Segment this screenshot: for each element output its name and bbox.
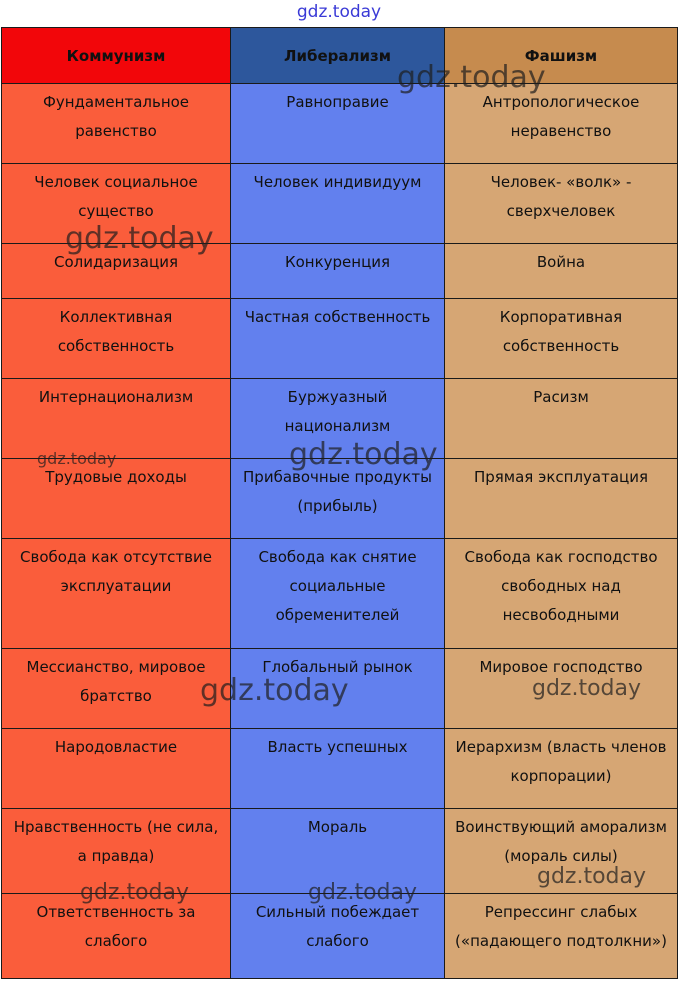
cell-fascism: Человек- «волк» - сверхчеловек [445,164,678,244]
cell-communism: Коллективная собственность [2,299,231,379]
table-row [2,84,678,164]
cell-fascism: Война [445,244,678,299]
table-row [2,649,678,729]
cell-fascism: Корпоративная собственность [445,299,678,379]
watermark: gdz.today [200,673,349,708]
table-row [2,729,678,809]
ideology-comparison-table [1,27,678,979]
cell-liberalism: Конкуренция [231,244,445,299]
cell-fascism: Расизм [445,379,678,459]
cell-fascism: Прямая эксплуатация [445,459,678,539]
cell-liberalism: Мораль [231,809,445,894]
cell-fascism: Свобода как господство свободных над несвободными [445,539,678,649]
table-row [2,894,678,979]
cell-communism: Народовластие [2,729,231,809]
watermark: gdz.today [80,880,190,905]
watermark: gdz.today [532,676,642,701]
table-row [2,244,678,299]
table-row [2,459,678,539]
cell-communism: Нравственность (не сила, а правда) [2,809,231,894]
cell-liberalism: Буржуазный национализм [231,379,445,459]
cell-fascism: Мировое господство [445,649,678,729]
cell-liberalism: Человек индивидуум [231,164,445,244]
cell-communism: Солидаризация [2,244,231,299]
cell-communism: Трудовые доходы [2,459,231,539]
cell-communism: Мессианство, мировое братство [2,649,231,729]
table-row [2,809,678,894]
table-row [2,299,678,379]
cell-liberalism: Частная собственность [231,299,445,379]
cell-communism: Интернационализм [2,379,231,459]
cell-liberalism: Свобода как снятие социальные обременителей [231,539,445,649]
cell-fascism: Иерархизм (власть членов корпорации) [445,729,678,809]
watermark: gdz.today [65,221,214,256]
cell-liberalism: Сильный побеждает слабого [231,894,445,979]
watermark: gdz.today [37,449,117,468]
cell-liberalism: Власть успешных [231,729,445,809]
watermark: gdz.today [397,60,546,95]
header-row [2,28,678,84]
watermark: gdz.today [537,864,647,889]
site-header-watermark: gdz.today [296,2,382,22]
table-row [2,379,678,459]
cell-communism: Ответственность за слабого [2,894,231,979]
cell-liberalism: Глобальный рынок [231,649,445,729]
cell-fascism: Воинствующий аморализм (мораль силы) [445,809,678,894]
cell-liberalism: Равноправие [231,84,445,164]
cell-communism: Фундаментальное равенство [2,84,231,164]
cell-fascism: Репрессинг слабых («падающего подтолкни») [445,894,678,979]
table-row [2,539,678,649]
cell-communism: Свобода как отсутствие эксплуатации [2,539,231,649]
watermark: gdz.today [289,437,438,472]
watermark: gdz.today [308,880,418,905]
header-communism: Коммунизм [2,28,231,84]
cell-fascism: Антропологическое неравенство [445,84,678,164]
cell-communism: Человек социальное существо [2,164,231,244]
cell-liberalism: Прибавочные продукты (прибыль) [231,459,445,539]
table-row [2,164,678,244]
header-liberalism: Либерализм [231,28,445,84]
header-fascism: Фашизм [445,28,678,84]
